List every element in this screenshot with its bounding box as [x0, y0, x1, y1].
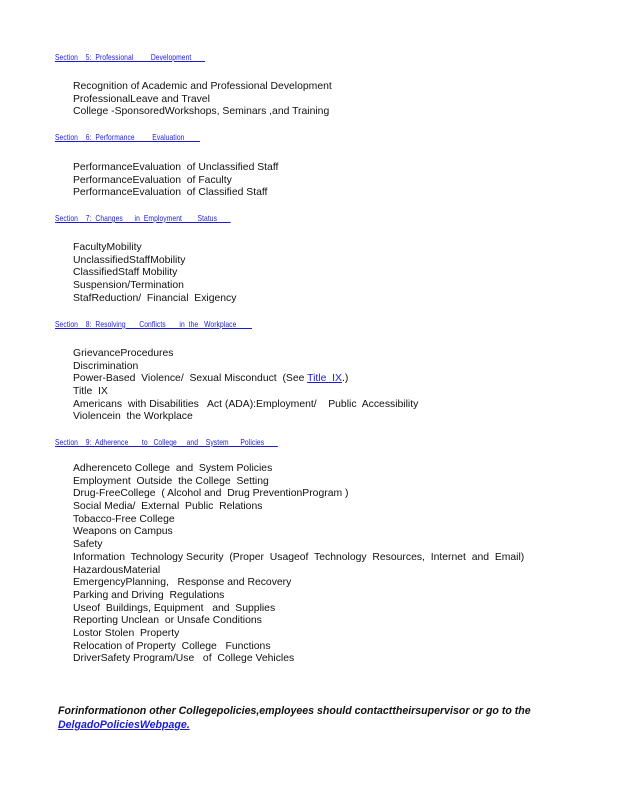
list-item: Reporting Unclean or Unsafe Conditions	[73, 615, 262, 627]
list-item: College -SponsoredWorkshops, Seminars ,and Training	[73, 106, 330, 118]
list-item: Social Media/ External Public Relations	[73, 501, 263, 513]
section-6-heading-link[interactable]: Section 6: Performance Evaluation	[55, 133, 201, 142]
section-7-list	[73, 242, 236, 305]
list-item: PerformanceEvaluation of Unclassified Staff	[73, 162, 279, 173]
list-item: Title IX	[73, 386, 108, 398]
list-item: Americans with Disabilities Act (ADA):Employment/ Public Accessibility	[73, 398, 419, 410]
list-item: Suspension/Termination	[73, 280, 184, 292]
list-item: Useof Buildings, Equipment and Supplies	[73, 602, 276, 614]
section-8-heading-link[interactable]: Section 8: Resolving Conflicts in the Workplace	[55, 320, 252, 329]
footer-text: Forinformationon other Collegepolicies,employees should contacttheirsupervisor or go to the	[58, 705, 531, 717]
list-item: Safety	[73, 539, 103, 551]
section-6-list	[73, 162, 278, 200]
list-item: Employment Outside the College Setting	[73, 475, 269, 487]
list-item: StafReduction/ Financial Exigency	[73, 292, 237, 304]
list-item: DriverSafety Program/Use of College Vehicles	[73, 653, 295, 665]
list-item: PerformanceEvaluation of Classified Staff	[73, 187, 268, 199]
list-item: Lostor Stolen Property	[73, 627, 180, 639]
list-item: HazardousMaterial	[73, 564, 161, 576]
title-ix-link[interactable]: Title IX	[307, 373, 342, 385]
footer-note	[58, 704, 588, 732]
list-item: UnclassifiedStaffMobility	[73, 254, 186, 266]
list-item: Weapons on Campus	[73, 526, 173, 538]
section-8-list	[73, 348, 418, 424]
delgado-policies-webpage-link[interactable]: DelgadoPoliciesWebpage.	[58, 719, 190, 731]
list-item-text: Power-Based Violence/ Sexual Misconduct (See	[73, 373, 308, 385]
list-item: Tobacco-Free College	[73, 513, 175, 525]
list-item: ClassifiedStaff Mobility	[73, 267, 178, 279]
section-9-heading-link[interactable]: Section 9: Adherence to College and System Policies	[55, 438, 278, 447]
section-9-list	[73, 463, 524, 666]
link-suffix: .)	[341, 373, 349, 385]
list-item: Information Technology Security (Proper Usageof Technology Resources, Internet and Email)	[73, 551, 525, 563]
list-item: ProfessionalLeave and Travel	[73, 93, 210, 105]
section-5-list	[73, 81, 332, 119]
list-item: Adherenceto College and System Policies	[73, 463, 273, 474]
list-item: Drug-FreeCollege ( Alcohol and Drug PreventionProgram )	[73, 488, 349, 500]
list-item: PerformanceEvaluation of Faculty	[73, 174, 232, 186]
section-7-heading-link[interactable]: Section 7: Changes in Employment Status	[55, 214, 231, 223]
list-item: GrievanceProcedures	[73, 348, 174, 359]
list-item: FacultyMobility	[73, 242, 142, 253]
list-item: Recognition of Academic and Professional Development	[73, 81, 332, 92]
list-item: Relocation of Property College Functions	[73, 640, 271, 652]
list-item: Discrimination	[73, 360, 139, 372]
list-item: EmergencyPlanning, Response and Recovery	[73, 577, 292, 589]
list-item: Parking and Driving Regulations	[73, 589, 225, 601]
list-item	[73, 373, 418, 386]
list-item: Violencein the Workplace	[73, 411, 193, 423]
section-5-heading-link[interactable]: Section 5: Professional Development	[55, 53, 205, 62]
